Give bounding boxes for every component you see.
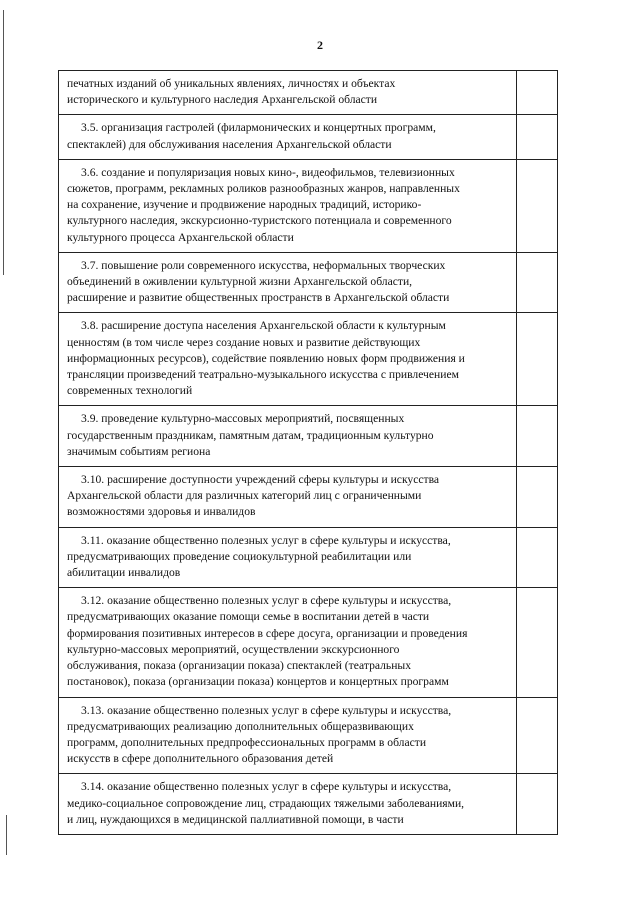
item-text-cell <box>59 313 517 406</box>
empty-side-cell <box>517 774 558 835</box>
text-line: 3.13. оказание общественно полезных услуг в сфере культуры и искусства, <box>81 703 452 717</box>
item-text-cell <box>59 527 517 588</box>
table-row <box>59 588 558 697</box>
item-text-cell <box>59 697 517 774</box>
item-text-cell <box>59 406 517 467</box>
text-line: формирования позитивных интересов в сфере досуга, организации и проведения <box>67 626 468 640</box>
text-line: предусматривающих реализацию дополнительных общеразвивающих <box>67 719 414 733</box>
item-text <box>59 115 516 158</box>
scan-artifact-line <box>3 10 4 275</box>
item-text <box>59 160 516 252</box>
text-line: 3.6. создание и популяризация новых кино-, видеофильмов, телевизионных <box>81 165 455 179</box>
table-row <box>59 774 558 835</box>
text-line: искусств в сфере дополнительного образования детей <box>67 752 334 766</box>
text-line: возможностями здоровья и инвалидов <box>67 505 256 519</box>
item-text <box>59 406 516 466</box>
empty-side-cell <box>517 252 558 313</box>
item-text-cell <box>59 71 517 115</box>
empty-side-cell <box>517 71 558 115</box>
item-text <box>59 467 516 527</box>
empty-side-cell <box>517 115 558 159</box>
item-text-cell <box>59 588 517 697</box>
table-row <box>59 313 558 406</box>
text-line: расширение и развитие общественных пространств в Архангельской области <box>67 291 450 305</box>
empty-side-cell <box>517 697 558 774</box>
text-line: медико-социальное сопровождение лиц, страдающих тяжелыми заболеваниями, <box>67 796 465 810</box>
text-line: информационных ресурсов), содействие появлению новых форм продвижения и <box>67 351 465 365</box>
item-text <box>59 253 516 313</box>
text-line: объединений в оживлении культурной жизни Архангельской области, <box>67 275 413 289</box>
document-table <box>58 70 558 835</box>
page-number: 2 <box>317 38 323 52</box>
text-line: на сохранение, изучение и продвижение народных традиций, историко- <box>67 198 422 212</box>
text-line: государственным праздникам, памятным датам, традиционным культурно <box>67 428 434 442</box>
table-row <box>59 697 558 774</box>
text-line: 3.8. расширение доступа населения Архангельской области к культурным <box>81 319 446 333</box>
text-line: 3.9. проведение культурно-массовых мероприятий, посвященных <box>81 412 405 426</box>
text-line: обслуживания, показа (организации показа) спектаклей (театральных <box>67 659 411 673</box>
empty-side-cell <box>517 159 558 252</box>
text-line: 3.14. оказание общественно полезных услуг в сфере культуры и искусства, <box>81 780 452 794</box>
text-line: культурного наследия, экскурсионно-туристского потенциала и современного <box>67 214 452 228</box>
item-text <box>59 71 516 114</box>
text-line: 3.5. организация гастролей (филармонических и концертных программ, <box>81 121 436 135</box>
text-line: предусматривающих проведение социокультурной реабилитации или <box>67 549 412 563</box>
text-line: ценностям (в том числе через создание новых и развитие действующих <box>67 335 421 349</box>
text-line: современных технологий <box>67 384 193 398</box>
table-row <box>59 252 558 313</box>
item-text <box>59 698 516 774</box>
text-line: сюжетов, программ, рекламных роликов разнообразных жанров, направленных <box>67 182 460 196</box>
text-line: 3.10. расширение доступности учреждений сферы культуры и искусства <box>81 473 440 487</box>
table-row <box>59 406 558 467</box>
scan-artifact-line <box>6 815 7 855</box>
empty-side-cell <box>517 527 558 588</box>
item-text-cell <box>59 252 517 313</box>
text-line: 3.11. оказание общественно полезных услуг в сфере культуры и искусства, <box>81 533 451 547</box>
text-line: исторического и культурного наследия Архангельской области <box>67 93 378 107</box>
table-row <box>59 159 558 252</box>
text-line: печатных изданий об уникальных явлениях, личностях и объектах <box>67 77 396 90</box>
table-row <box>59 467 558 528</box>
empty-side-cell <box>517 406 558 467</box>
table-row <box>59 71 558 115</box>
item-text-cell <box>59 159 517 252</box>
text-line: 3.7. повышение роли современного искусства, неформальных творческих <box>81 258 446 272</box>
text-line: и лиц, нуждающихся в медицинской паллиативной помощи, в части <box>67 812 404 826</box>
text-line: культурного процесса Архангельской области <box>67 230 294 244</box>
table-row <box>59 527 558 588</box>
item-text <box>59 313 516 405</box>
text-line: абилитации инвалидов <box>67 566 181 580</box>
text-line: Архангельской области для различных категорий лиц с ограниченными <box>67 489 422 503</box>
empty-side-cell <box>517 467 558 528</box>
item-text <box>59 528 516 588</box>
text-line: 3.12. оказание общественно полезных услуг в сфере культуры и искусства, <box>81 594 452 608</box>
text-line: культурно-массовых мероприятий, осуществлении экскурсионного <box>67 642 400 656</box>
item-text-cell <box>59 115 517 159</box>
item-text-cell <box>59 774 517 835</box>
text-line: предусматривающих оказание помощи семье в воспитании детей в части <box>67 610 430 624</box>
empty-side-cell <box>517 313 558 406</box>
item-text <box>59 774 516 834</box>
item-text <box>59 588 516 696</box>
table-body <box>59 71 558 835</box>
empty-side-cell <box>517 588 558 697</box>
item-text-cell <box>59 467 517 528</box>
text-line: трансляции произведений театрально-музыкального искусства с привлечением <box>67 368 459 382</box>
text-line: программ, дополнительных предпрофессиональных программ в области <box>67 735 427 749</box>
text-line: постановок), показа (организации показа) концертов и концертных программ <box>67 675 449 689</box>
table-row <box>59 115 558 159</box>
text-line: значимым событиям региона <box>67 444 211 458</box>
text-line: спектаклей) для обслуживания населения Архангельской области <box>67 137 392 151</box>
